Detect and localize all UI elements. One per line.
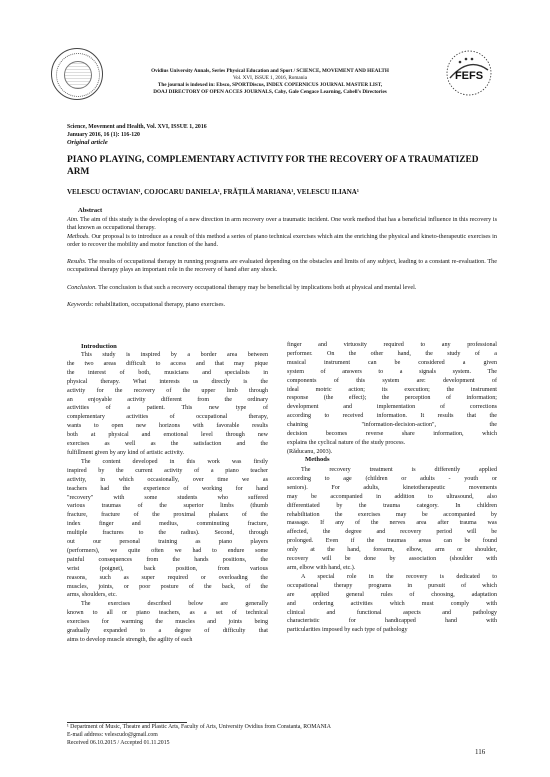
text-line: reasons, such as super required or overloading the — [67, 574, 268, 581]
text-line: The exercises described below are generally — [81, 601, 268, 608]
text-line: affected, the degree and recovery period will be — [287, 529, 497, 536]
abstract-results — [67, 258, 497, 274]
text-line: particularities imposed by each type of pathology — [287, 627, 408, 634]
abstract-methods — [67, 233, 497, 249]
citation-line1: Science, Movement and Health, Vol. XVI, ISSUE 1, 2016 — [67, 124, 207, 130]
text-line: "recovery" with some students who suffered — [67, 494, 268, 501]
text-line: wrist (poignet), back position, from various — [67, 565, 268, 572]
text-line: activities of a patient. This new type of — [67, 405, 268, 412]
received-accepted-dates: Received 06.10.2015 / Accepted 01.11.2015 — [67, 740, 170, 746]
text-line: gradually expanded to a degree of difficulty that — [67, 628, 268, 635]
text-line: performer. On the other hand, the study of a — [287, 350, 497, 357]
journal-header-line2: Vol. XVI, ISSUE 1, 2016, Romania — [232, 75, 308, 81]
methods-body — [287, 466, 497, 635]
methods-label: Methods. — [67, 233, 90, 240]
text-line: according to age (children or adults - youth or — [287, 475, 497, 482]
text-line: known to all or piano teachers, as a set of technical — [67, 610, 268, 617]
text-line: teachers had the experience of working for hand — [67, 485, 268, 492]
text-line: may be accompanied in addition to ultrasound, also — [287, 493, 497, 500]
text-line: This study is inspired by a border area between — [81, 352, 268, 358]
text-line: according to received information. It results that the — [287, 413, 497, 420]
abstract-heading: Abstract — [78, 207, 103, 214]
conclusion-text: The conclusion is that such a recovery occupational therapy may be beneficial by implications both at physical and mental level. — [96, 284, 417, 291]
text-line: complementary activities of occupational therapy, — [67, 414, 268, 421]
text-line: decision becomes reverse share information, which — [287, 431, 497, 438]
aim-text: The aim of this study is the developing of a new direction in arm recovery over a traumatic incident. One work method that has a beneficial influence in this recovery is that known as occupational therapy. — [67, 216, 497, 232]
intro-continued-body — [287, 341, 497, 457]
text-line: response (the effect); the perception of information; — [287, 395, 497, 402]
page-number: 116 — [475, 748, 486, 756]
text-line: chaining "information-decision-action", the — [287, 422, 497, 429]
text-line: only at the hand, forearm, elbow, arm or shoulder, — [287, 547, 497, 554]
introduction-heading: Introduction — [81, 343, 117, 350]
text-line: occupational therapy programs in pursuit of which — [287, 582, 497, 589]
text-line: multiple fractures to the radius). Second, through — [67, 530, 268, 537]
text-line: The content developed in this work was firstly — [81, 458, 268, 465]
text-line: both at physical and emotional level through new — [67, 432, 268, 439]
text-line: components of this system are: development of — [287, 377, 497, 384]
text-line: muscles, joints, or poor posture of the back, of the — [67, 583, 268, 590]
seal-emblem — [64, 61, 92, 89]
text-line: exercises for warming the muscles and joints being — [67, 619, 268, 626]
text-line: fracture, fracture of the proximal phalanx of the — [67, 512, 268, 519]
text-line: massage. If any of the nerves area after trauma was — [287, 520, 497, 527]
paper-title: PIANO PLAYING, COMPLEMENTARY ACTIVITY FOR THE RECOVERY OF A TRAUMATIZED ARM — [67, 155, 479, 177]
results-text: The results of occupational therapy in running programs are evaluated depending on the obstacles and limits of any subject, leading to a constant re-evaluation. The occupational therapy plays an important role in the recovery of hand after any shock. — [67, 258, 497, 274]
text-line: A special role in the recovery is dedicated to — [301, 573, 497, 580]
article-type: Original article — [67, 139, 108, 146]
fefs-logo-graphic — [440, 48, 498, 98]
text-line: arms, shoulders, etc. — [67, 592, 117, 599]
text-line: an enjoyable activity different from the ordinary — [67, 396, 268, 403]
text-line: out our personal training as piano players — [67, 539, 268, 546]
text-line: (performers), we quite often we had to endure some — [67, 547, 268, 554]
text-line: clinical and functional aspects and pathology — [287, 609, 497, 616]
text-line: painful consequences from the hands positions, the — [67, 556, 268, 563]
text-line: development and implementation of corrections — [287, 404, 497, 411]
results-label: Results. — [67, 258, 87, 265]
text-line: the interest of both, musicians and specialists in — [67, 369, 268, 376]
text-line: arm, elbow with hand, etc.). — [287, 564, 356, 571]
text-line: wants to open new horizons with favorable results — [67, 423, 268, 430]
text-line: aims to develop muscle strength, the agility of each — [67, 637, 193, 643]
footnote-divider — [67, 722, 187, 723]
conclusion-label: Conclusion. — [67, 284, 97, 291]
author-list: VELESCU OCTAVIAN¹, COJOCARU DANIELA¹, FRĂŢILĂ MARIANA¹, VELESCU ILIANA¹ — [67, 188, 359, 196]
journal-header-line3: The journal is indexed in: Ebsco, SPORTDiscus, INDEX COPERNICUS JOURNAL MASTER LIST, — [157, 82, 383, 88]
affiliation-footnote: ¹ Department of Music, Theatre and Plastic Arts, Faculty of Arts, University Ovidius from Constanta, ROMANIA — [67, 724, 331, 730]
text-line: The recovery treatment is differently applied — [301, 467, 497, 473]
text-line: are applied general rules of choosing, adaptation — [287, 591, 497, 598]
text-line: physical therapy. What interests us directly is the — [67, 378, 268, 385]
fefs-logo — [440, 48, 498, 98]
email-footnote: E-mail address: velescudo@gmail.com — [67, 732, 158, 738]
text-line: (Răducanu, 2003). — [287, 448, 333, 455]
journal-header-line1: Ovidius University Annals, Series Physical Education and Sport / SCIENCE, MOVEMENT AND HEALTH — [151, 68, 389, 74]
text-line: and ordering activities which must comply with — [287, 600, 497, 607]
text-line: inspired by the current activity of a piano teacher — [67, 467, 268, 474]
keywords-text: rehabilitation, occupational therapy, piano exercises. — [93, 301, 226, 308]
text-line: activity for the recovery of the upper limb through — [67, 387, 268, 394]
text-line: activity, in which occasionally, over time we as — [67, 476, 268, 483]
text-line: the two areas difficult to access and that may pique — [67, 360, 268, 367]
methods-text: Our proposal is to introduce as a result of this method a series of piano technical exercises which aim the enriching the physical and kineto-therapeutic exercises in order to recover the mobility and motor function of the hand. — [67, 233, 497, 249]
university-seal-logo — [51, 48, 103, 100]
text-line: various traumas of the superior limbs (thumb — [67, 503, 268, 510]
text-line: seniors). For adults, kinetotherapeutic movements — [287, 484, 497, 491]
text-line: fulfillment given by any kind of artistic activity. — [67, 449, 185, 456]
text-line: system of answers to a signals system. The — [287, 368, 497, 375]
introduction-body — [67, 351, 268, 645]
text-line: exercises as well as the satisfaction and the — [67, 441, 268, 448]
keywords-label: Keywords: — [67, 301, 94, 308]
methods-heading: Methods — [305, 456, 330, 463]
text-line: explains the cyclical nature of the study process. — [287, 439, 406, 446]
text-line: characteristic for handicapped hand with — [287, 618, 497, 625]
journal-header-line4: DOAJ DIRECTORY OF OPEN ACCES JOURNALS, Caby, Gale Cengace Learning, Cabell's Directories — [153, 89, 387, 95]
fefs-logo-text: FEFS — [454, 70, 484, 82]
text-line: recovery will be done by association (shoulder with — [287, 556, 497, 563]
citation-line2: January 2016, 16 (1): 116-120 — [67, 131, 140, 138]
text-line: prolonged. Even if the traumas areas can be found — [287, 538, 497, 545]
text-line: index finger and medius, comminuting fracture, — [67, 521, 268, 528]
abstract-aim — [67, 216, 497, 232]
text-line: ideal motric action; its execution; the instrument — [287, 386, 497, 393]
abstract-keywords — [67, 301, 497, 309]
abstract-conclusion — [67, 284, 497, 292]
text-line: musical instrument can be considered a given — [287, 359, 497, 366]
text-line: rehabilitation the exercises may be accompanied by — [287, 511, 497, 518]
text-line: differentiated by the trauma category. In children — [287, 502, 497, 509]
text-line: finger and virtuosity required to any professional — [287, 342, 497, 348]
aim-label: Aim. — [67, 216, 79, 223]
